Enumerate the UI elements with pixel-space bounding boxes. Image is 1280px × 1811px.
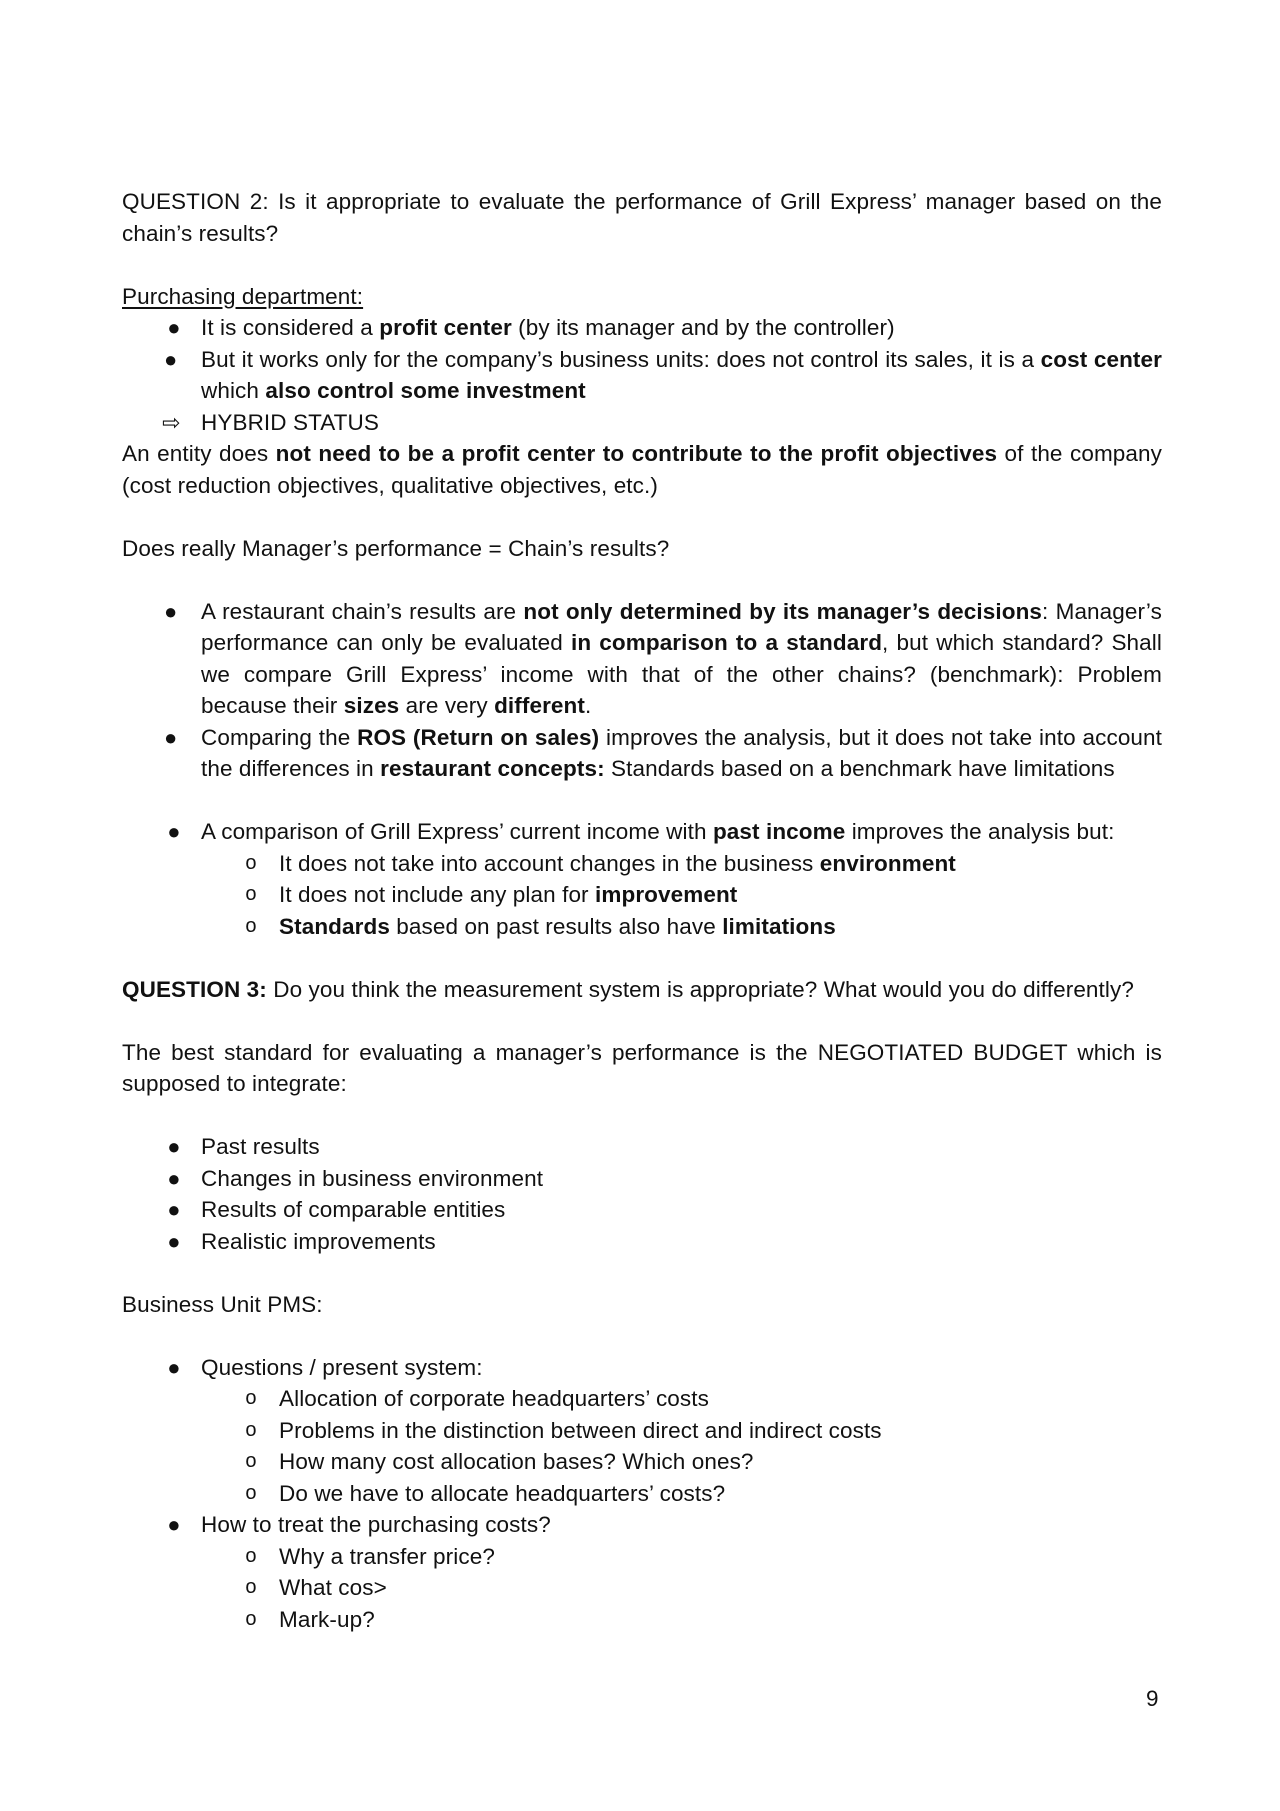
circle-bullet-icon: o bbox=[245, 1607, 257, 1630]
budget-list bbox=[122, 1131, 1162, 1257]
pms-list bbox=[122, 1352, 1162, 1636]
bullet-icon: ● bbox=[167, 1228, 181, 1254]
performance-list bbox=[122, 596, 1162, 785]
question-2-title: QUESTION 2: Is it appropriate to evaluate the performance of Grill Express’ manager based on the chain’s results? bbox=[122, 189, 1162, 246]
circle-bullet-icon: o bbox=[245, 1481, 257, 1504]
bullet-icon: ● bbox=[164, 346, 178, 372]
list-item: ● Comparing the ROS (Return on sales) improves the analysis, but it does not take into account the differences in restaurant concepts: Standards based on a benchmark have limitations bbox=[122, 722, 1162, 785]
list-item: ● It is considered a profit center (by its manager and by the controller) bbox=[122, 312, 1162, 344]
purchasing-heading-text: Purchasing department: bbox=[122, 283, 364, 309]
bullet-icon: ● bbox=[167, 315, 181, 340]
circle-bullet-icon: o bbox=[245, 883, 257, 905]
bullet-icon: ● bbox=[164, 598, 178, 624]
pms-questions-sublist bbox=[201, 1383, 1162, 1509]
circle-bullet-icon: o bbox=[245, 1450, 257, 1472]
bullet-icon: ● bbox=[167, 1165, 181, 1191]
sub-list-item: o How many cost allocation bases? Which ones? bbox=[122, 1446, 1162, 1478]
bullet-icon: ● bbox=[167, 1512, 181, 1537]
list-item: ● Past results bbox=[122, 1131, 1162, 1163]
past-income-list bbox=[122, 816, 1162, 942]
sub-list-item: o Do we have to allocate headquarters’ costs? bbox=[122, 1478, 1162, 1510]
circle-bullet-icon: o bbox=[245, 1418, 257, 1441]
bullet-icon: ● bbox=[167, 1354, 181, 1380]
bullet-icon: ● bbox=[167, 1134, 181, 1159]
circle-bullet-icon: o bbox=[245, 1576, 257, 1598]
list-item: ● How to treat the purchasing costs? o Why a transfer price? o What cos> o Mark-up? bbox=[122, 1509, 1162, 1635]
sub-list-item: o Allocation of corporate headquarters’ costs bbox=[122, 1383, 1162, 1415]
pms-purchasing-sublist bbox=[201, 1541, 1162, 1636]
circle-bullet-icon: o bbox=[245, 851, 257, 874]
question-3-title: QUESTION 3: Do you think the measurement system is appropriate? What would you do differently? bbox=[122, 976, 1134, 1002]
sub-list-item: o What cos> bbox=[122, 1572, 1162, 1604]
list-item: ● Questions / present system: o Allocation of corporate headquarters’ costs o Problems in the distinction between direct and indirect costs o How many cost allocation bases? Which ones? o Do we have to allocate headquarters’ costs? bbox=[122, 1352, 1162, 1510]
list-item: ● A comparison of Grill Express’ current income with past income improves the analysis but: o It does not take into account changes in the business environment o It does not include any plan for improvement o Standards based on past results also have limitations bbox=[122, 816, 1162, 942]
right-arrow-icon: ⇨ bbox=[162, 409, 181, 435]
sub-list-item: o Problems in the distinction between direct and indirect costs bbox=[122, 1415, 1162, 1447]
sub-list-item: o Why a transfer price? bbox=[122, 1541, 1162, 1573]
bullet-icon: ● bbox=[167, 819, 181, 844]
list-item: ● A restaurant chain’s results are not only determined by its manager’s decisions: Manager’s performance can only be evaluated in comparison to a standard, but which standard? Shall we compare Grill Express’ income with that of the other chains? (benchmark): Problem because their sizes are very different. bbox=[122, 596, 1162, 722]
list-item: ● Realistic improvements bbox=[122, 1226, 1162, 1258]
page-content bbox=[122, 186, 1162, 1635]
sub-list-item: o Standards based on past results also have limitations bbox=[122, 911, 1162, 943]
bullet-icon: ● bbox=[164, 724, 178, 750]
circle-bullet-icon: o bbox=[245, 1387, 257, 1409]
hybrid-status-line: ⇨ HYBRID STATUS bbox=[122, 407, 1162, 439]
sub-list-item: o Mark-up? bbox=[122, 1604, 1162, 1636]
list-item: ● Results of comparable entities bbox=[122, 1194, 1162, 1226]
sub-list-item: o It does not take into account changes in the business environment bbox=[122, 848, 1162, 880]
list-item: ● Changes in business environment bbox=[122, 1163, 1162, 1195]
pms-heading: Business Unit PMS: bbox=[122, 1291, 323, 1317]
sub-list-item: o It does not include any plan for improvement bbox=[122, 879, 1162, 911]
page-number: 9 bbox=[1146, 1686, 1159, 1711]
performance-question: Does really Manager’s performance = Chain’s results? bbox=[122, 535, 670, 561]
entity-paragraph: An entity does not need to be a profit center to contribute to the profit objectives of the company (cost reduction objectives, qualitative objectives, etc.) bbox=[122, 441, 1162, 498]
bullet-icon: ● bbox=[167, 1197, 181, 1222]
budget-paragraph: The best standard for evaluating a manager’s performance is the NEGOTIATED BUDGET which is supposed to integrate: bbox=[122, 1039, 1162, 1096]
purchasing-list bbox=[122, 312, 1162, 407]
list-item: ● But it works only for the company’s business units: does not control its sales, it is a cost center which also control some investment bbox=[122, 344, 1162, 407]
circle-bullet-icon: o bbox=[245, 914, 257, 937]
circle-bullet-icon: o bbox=[245, 1544, 257, 1567]
past-income-sublist bbox=[201, 848, 1162, 943]
purchasing-heading bbox=[122, 281, 1162, 313]
